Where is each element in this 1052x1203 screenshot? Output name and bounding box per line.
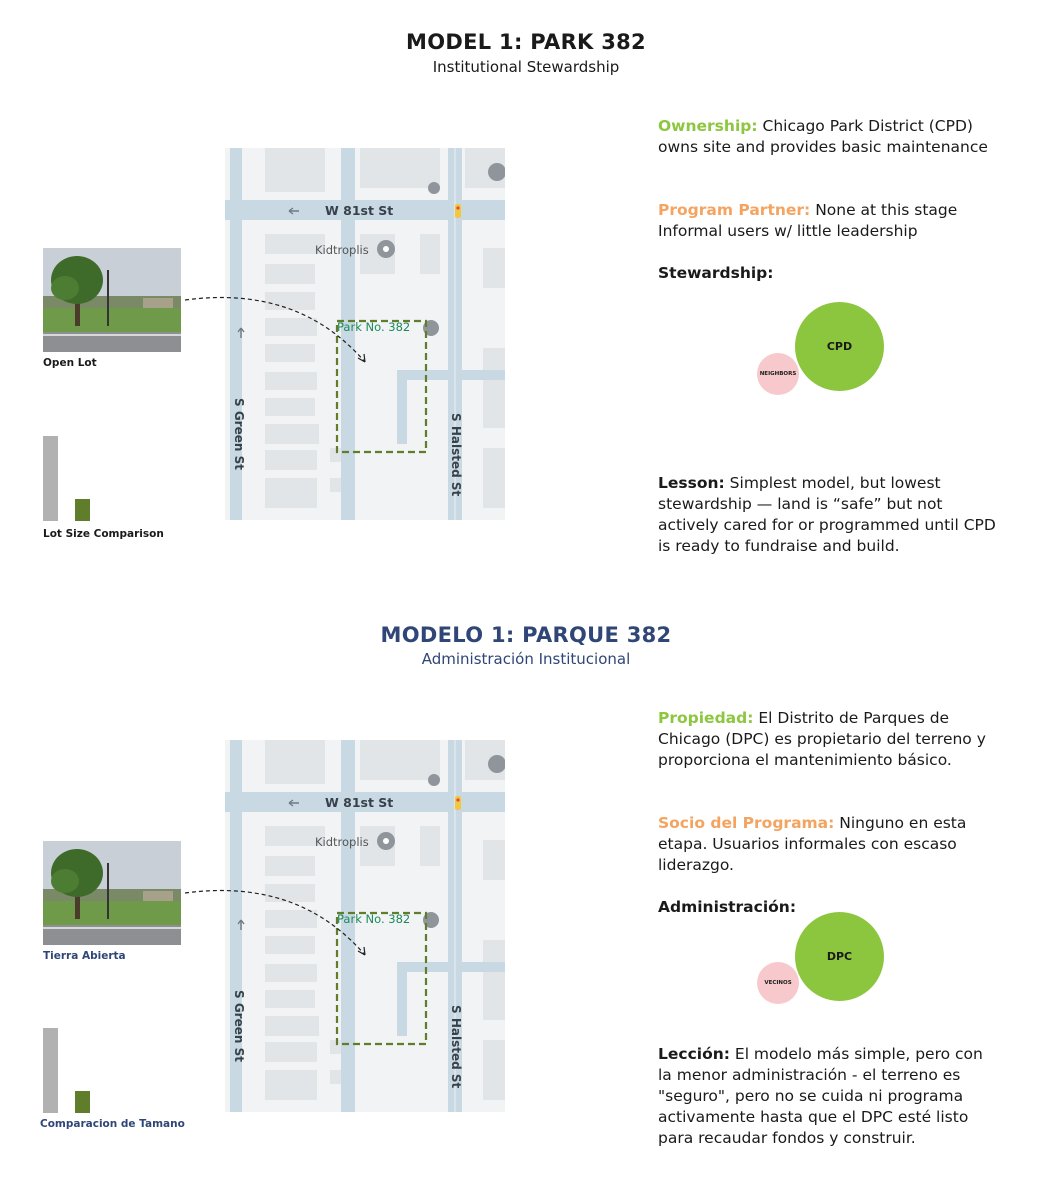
- map-label-halsted-st: S Halsted St: [449, 413, 463, 497]
- map-label-w81st: W 81st St: [325, 203, 394, 218]
- ownership-value: Chicago Park District (CPD) owns site and provides basic maintenance: [658, 117, 988, 156]
- page-subtitle: Institutional Stewardship: [432, 58, 620, 76]
- ownership-text: [658, 116, 998, 158]
- photo-pointer-arrow: [180, 290, 380, 370]
- map-label-poi-es: Kidtroplis: [315, 835, 369, 849]
- lesson-label: Lesson:: [658, 474, 725, 492]
- page-title: MODEL 1: PARK 382: [406, 30, 646, 54]
- map-label-green-st-es: S Green St: [232, 990, 246, 1062]
- ownership-value-es: El Distrito de Parques de Chicago (DPC) es propietario del terreno y proporciona el mantenimiento básico.: [658, 709, 986, 769]
- lot-size-caption: Lot Size Comparison: [43, 528, 164, 540]
- open-lot-photo-es: [43, 841, 181, 945]
- partner-value-es: Ninguno en esta etapa. Usuarios informales con escaso liderazgo.: [658, 814, 967, 874]
- photo-caption: Open Lot: [43, 357, 97, 369]
- map-label-green-st: S Green St: [232, 398, 246, 470]
- partner-label: Program Partner:: [658, 201, 811, 219]
- lesson-value-es: El modelo más simple, pero con la menor administración - el terreno es "seguro", pero no se cuida ni programa activamente hasta que el DPC esté listo para recaudar fondos y construir.: [658, 1045, 983, 1147]
- photo-pointer-arrow-es: [180, 883, 380, 963]
- bubble-vecinos: VECINOS: [757, 962, 799, 1004]
- bubble-cpd: CPD: [795, 302, 884, 391]
- lot-size-bar-park-es: [75, 1091, 90, 1113]
- photo-caption-es: Tierra Abierta: [43, 950, 126, 962]
- lot-size-caption-es: Comparacion de Tamano: [40, 1118, 185, 1130]
- partner-value: None at this stage Informal users w/ little leadership: [658, 201, 958, 240]
- lot-size-bar-reference-es: [43, 1028, 58, 1113]
- bubble-neighbors: NEIGHBORS: [757, 353, 799, 395]
- bubble-dpc: DPC: [795, 912, 884, 1001]
- map-label-park-es: Park No. 382: [337, 912, 411, 926]
- lesson-text-es: [658, 1044, 998, 1149]
- section-english: [0, 0, 1052, 590]
- lesson-label-es: Lección:: [658, 1045, 730, 1063]
- lesson-text: [658, 473, 998, 557]
- map-label-poi: Kidtroplis: [315, 243, 369, 257]
- map-label-park: Park No. 382: [337, 320, 411, 334]
- open-lot-photo: [43, 248, 181, 352]
- stewardship-label: Stewardship:: [658, 264, 774, 282]
- page-title-es: MODELO 1: PARQUE 382: [380, 623, 672, 647]
- ownership-text-es: [658, 708, 998, 771]
- partner-text-es: [658, 813, 998, 876]
- partner-label-es: Socio del Programa:: [658, 814, 835, 832]
- map-label-w81st-es: W 81st St: [325, 795, 394, 810]
- stewardship-label-es: Administración:: [658, 898, 797, 916]
- lot-size-bar-reference: [43, 436, 58, 521]
- ownership-label: Ownership:: [658, 117, 758, 135]
- map-label-halsted-st-es: S Halsted St: [449, 1005, 463, 1089]
- lesson-value: Simplest model, but lowest stewardship — land is “safe” but not actively cared for or programmed until CPD is ready to fundraise and build.: [658, 474, 996, 555]
- section-spanish: [0, 592, 1052, 1182]
- page-subtitle-es: Administración Institucional: [421, 650, 631, 668]
- ownership-label-es: Propiedad:: [658, 709, 754, 727]
- lot-size-bar-park: [75, 499, 90, 521]
- partner-text: [658, 200, 998, 242]
